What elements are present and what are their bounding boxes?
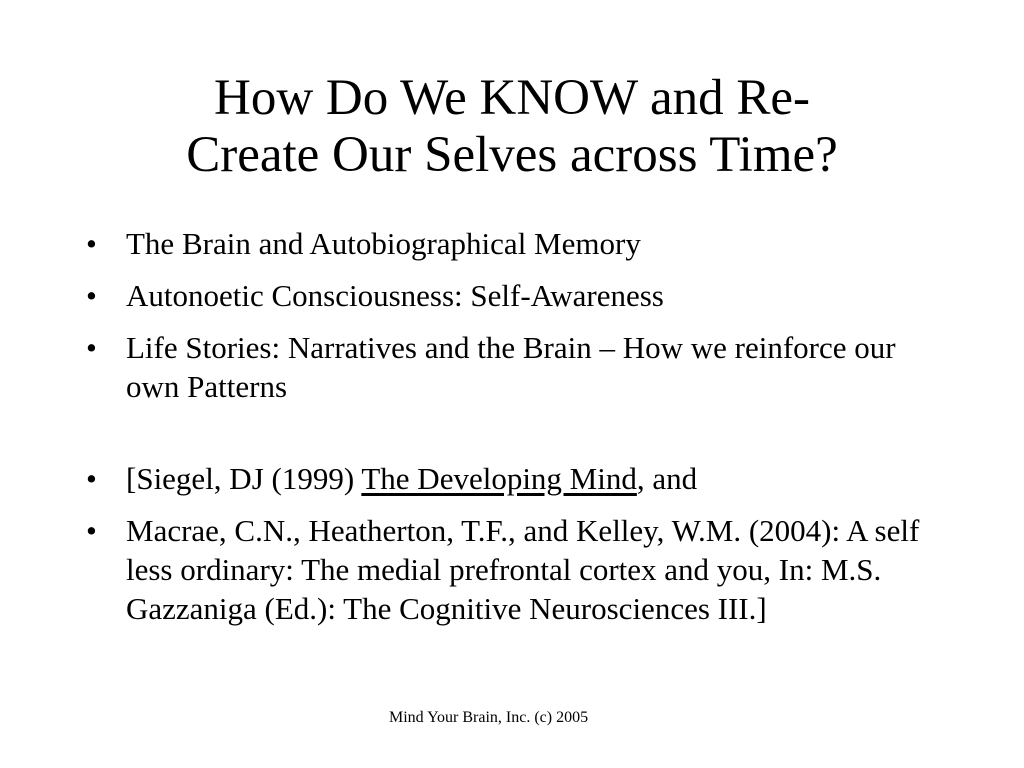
- title-line-1: How Do We KNOW and Re-: [214, 70, 810, 126]
- bullet-item-macrae: [0, 511, 1024, 628]
- bullet-item-life-stories: [0, 328, 1024, 406]
- bullet-text: The Brain and Autobiographical Memory: [126, 226, 641, 261]
- bullet-item-siegel: [0, 459, 1024, 498]
- bullet-text: Macrae, C.N., Heatherton, T.F., and Kelley, W.M. (2004): A self less ordinary: The medial prefrontal cortex and you, In: M.S. Gazzaniga (Ed.): The Cognitive Neurosciences III.]: [126, 513, 920, 626]
- bullet-dot-icon: •: [86, 278, 97, 313]
- bullet-dot-icon: •: [86, 513, 97, 548]
- title-line-2: Create Our Selves across Time?: [186, 127, 838, 183]
- bullet-text: Life Stories: Narratives and the Brain – How we reinforce our own Patterns: [126, 330, 896, 404]
- book-title: The Developing Mind: [361, 461, 637, 496]
- slide-footer: Mind Your Brain, Inc. (c) 2005: [389, 709, 589, 726]
- bullet-item-brain-memory: [0, 224, 1024, 263]
- bullet-dot-icon: •: [86, 330, 97, 365]
- bullet-item-autonoetic: [0, 276, 1024, 315]
- citation-suffix: , and: [636, 461, 698, 496]
- bullet-dot-icon: •: [86, 226, 97, 261]
- slide-title: [60, 70, 964, 184]
- citation-prefix: [Siegel, DJ (1999): [126, 461, 362, 496]
- bullet-dot-icon: •: [86, 461, 97, 496]
- bullet-list: [0, 224, 1024, 641]
- bullet-text: Autonoetic Consciousness: Self-Awareness: [126, 278, 664, 313]
